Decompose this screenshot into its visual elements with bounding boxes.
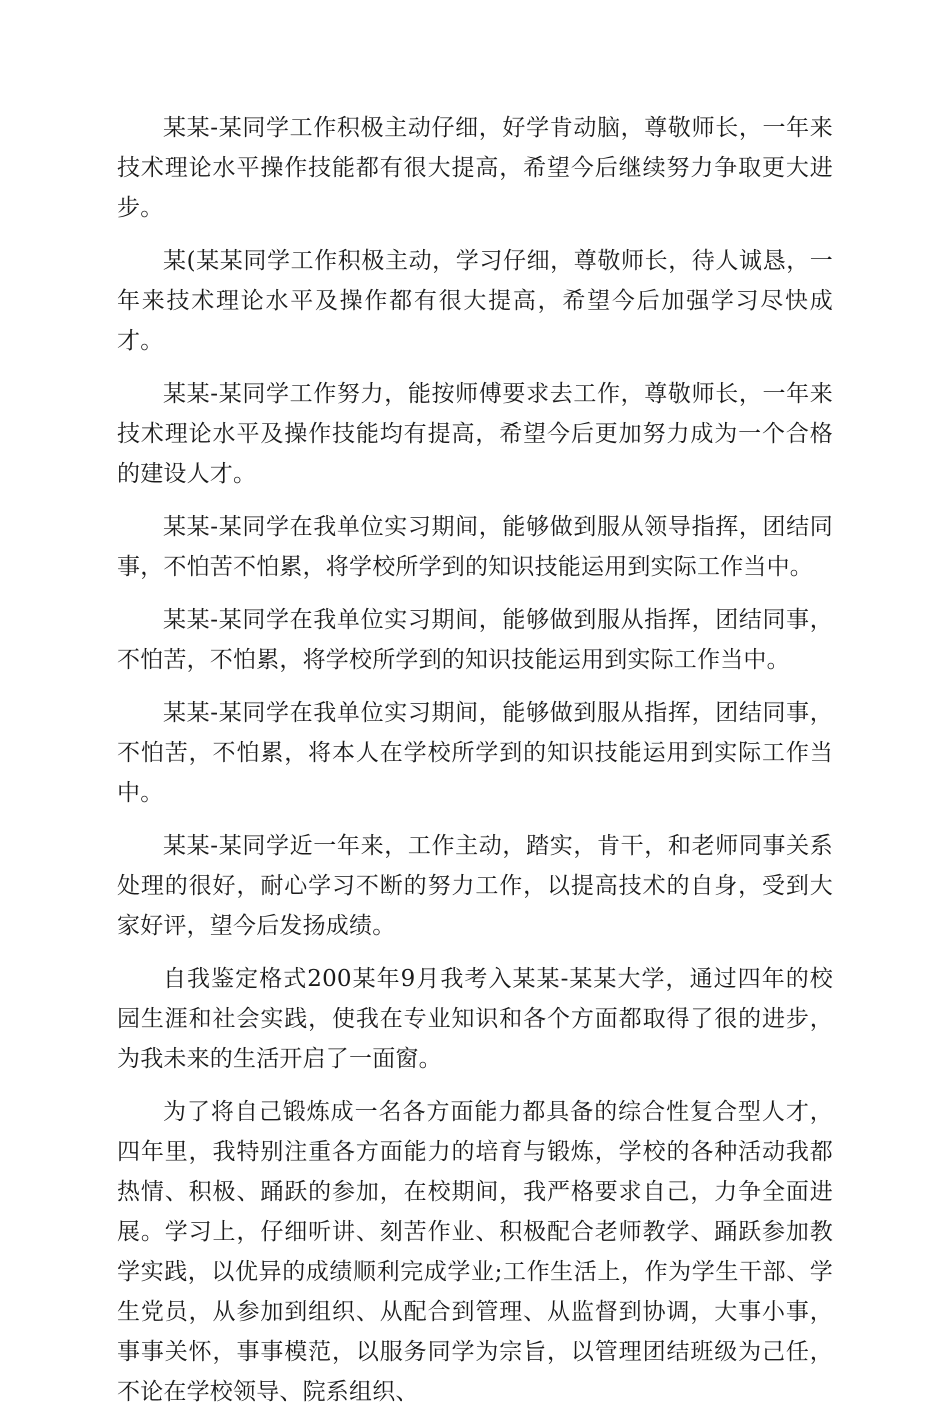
paragraph-1: 某某-某同学工作积极主动仔细，好学肯动脑，尊敬师长，一年来技术理论水平操作技能都有很大提高，希望今后继续努力争取更大进步。 — [117, 115, 833, 221]
paragraph-6: 某某-某同学在我单位实习期间，能够做到服从指挥，团结同事，不怕苦，不怕累，将本人在学校所学到的知识技能运用到实际工作当中。 — [117, 700, 833, 806]
paragraph-5: 某某-某同学在我单位实习期间，能够做到服从指挥，团结同事，不怕苦，不怕累，将学校所学到的知识技能运用到实际工作当中。 — [117, 607, 833, 673]
paragraph-8: 自我鉴定格式200某年9月我考入某某-某某大学，通过四年的校园生涯和社会实践，使我在专业知识和各个方面都取得了很的进步，为我未来的生活开启了一面窗。 — [117, 966, 833, 1072]
paragraph-9: 为了将自己锻炼成一名各方面能力都具备的综合性复合型人才，四年里，我特别注重各方面能力的培育与锻炼，学校的各种活动我都热情、积极、踊跃的参加，在校期间，我严格要求自己，力争全面进展。学习上，仔细听讲、刻苦作业、积极配合老师教学、踊跃参加教学实践，以优异的成绩顺利完成学业;工作生活上，作为学生干部、学生党员，从参加到组织、从配合到管理、从监督到协调，大事小事，事事关怀，事事模范，以服务同学为宗旨，以管理团结班级为己任，不论在学校领导、院系组织、 — [117, 1099, 833, 1405]
paragraph-2: 某(某某同学工作积极主动，学习仔细，尊敬师长，待人诚恳，一年来技术理论水平及操作都有很大提高，希望今后加强学习尽快成才。 — [117, 248, 833, 354]
paragraph-3: 某某-某同学工作努力，能按师傅要求去工作，尊敬师长，一年来技术理论水平及操作技能均有提高，希望今后更加努力成为一个合格的建设人才。 — [117, 381, 833, 487]
paragraph-7: 某某-某同学近一年来，工作主动，踏实，肯干，和老师同事关系处理的很好，耐心学习不断的努力工作，以提高技术的自身，受到大家好评，望今后发扬成绩。 — [117, 833, 833, 939]
paragraph-4: 某某-某同学在我单位实习期间，能够做到服从领导指挥，团结同事，不怕苦不怕累，将学校所学到的知识技能运用到实际工作当中。 — [117, 514, 833, 580]
document-body — [117, 108, 833, 1425]
